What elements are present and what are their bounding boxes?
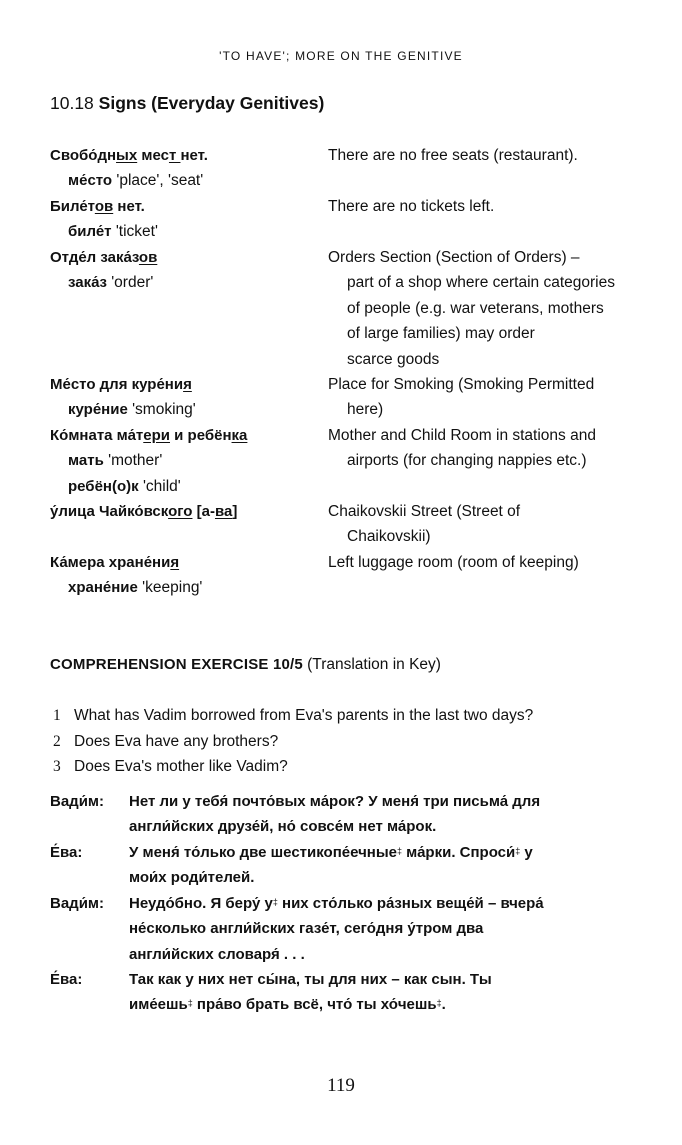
dialogue-line: не́сколько англи́йских газе́т, сего́дня у́тром два	[129, 920, 484, 938]
sign-text: мес	[137, 147, 169, 164]
gloss-line	[68, 171, 203, 191]
dialogue-line: мои́х роди́телей.	[129, 869, 255, 887]
dialogue-line: Так как у них нет сы́на, ты для них – как сын. Ты	[129, 971, 492, 988]
footnote-mark: ‡	[397, 846, 403, 856]
section-heading: Signs (Everyday Genitives)	[98, 93, 325, 113]
sign-text: Ме́сто для куре́ни	[50, 376, 184, 393]
gloss-word: зака́з	[68, 274, 107, 292]
genitive-ending: ка	[231, 427, 248, 444]
dialogue-speaker: Вади́м:	[50, 793, 105, 810]
dialogue-line: Нет ли у тебя́ почто́вых ма́рок? У меня́ три письма́ для	[129, 793, 541, 810]
sign-english: Orders Section (Section of Orders) –	[328, 249, 580, 266]
sign-english: scarce goods	[347, 350, 440, 368]
gloss-meaning: 'place', 'seat'	[112, 172, 204, 190]
dialogue-line: име́ешь‡ пра́во брать всё, что́ ты хо́чешь‡.	[129, 996, 446, 1014]
dialogue-speaker: Е́ва:	[50, 844, 83, 861]
sign-text: и ребён	[170, 427, 232, 444]
exercise-heading: COMPREHENSION EXERCISE 10/5	[50, 656, 303, 673]
gloss-word: ребён(о)к	[68, 477, 139, 495]
genitive-ending: ов	[94, 198, 114, 215]
sign-russian	[50, 426, 247, 446]
question-text: Does Eva have any brothers?	[74, 733, 279, 750]
section-title	[50, 93, 324, 114]
gloss-word: биле́т	[68, 223, 112, 241]
gloss-meaning: 'keeping'	[137, 579, 203, 597]
question-number: 3	[53, 758, 61, 775]
sign-text: Ко́мната ма́т	[50, 427, 144, 444]
gloss-meaning: 'ticket'	[111, 223, 158, 241]
gloss-line	[68, 400, 196, 420]
genitive-ending: ого	[168, 503, 193, 520]
sign-russian	[50, 553, 179, 573]
running-head: 'TO HAVE'; MORE ON THE GENITIVE	[219, 49, 463, 63]
sign-text: нет.	[180, 147, 208, 164]
dialogue-line: англи́йских друзе́й, но́ совсе́м нет ма́рок.	[129, 818, 437, 836]
gloss-line	[68, 578, 202, 598]
dialogue-speaker: Е́ва:	[50, 971, 83, 988]
sign-text: [а-	[192, 503, 215, 520]
sign-russian	[50, 375, 192, 395]
sign-english: of people (e.g. war veterans, mothers	[347, 299, 604, 317]
genitive-ending: т	[168, 147, 181, 164]
sign-text: Биле́т	[50, 198, 95, 215]
exercise-note: (Translation in Key)	[307, 656, 441, 673]
sign-english: of large families) may order	[347, 325, 535, 343]
sign-english: There are no free seats (restaurant).	[328, 147, 578, 164]
sign-english: part of a shop where certain categories	[347, 274, 615, 292]
genitive-ending: ва	[214, 503, 233, 520]
sign-russian	[50, 197, 145, 217]
question-item	[53, 706, 533, 726]
sign-english: airports (for changing nappies etc.)	[347, 452, 587, 470]
exercise-title	[50, 656, 441, 674]
dialogue-line: англи́йских словаря́ . . .	[129, 945, 305, 963]
dialogue-line: Неудо́бно. Я беру́ у‡ них сто́лько ра́зных веще́й – вчера́	[129, 895, 544, 912]
sign-russian	[50, 146, 208, 166]
gloss-meaning: 'smoking'	[127, 401, 196, 419]
footnote-mark: ‡	[187, 998, 193, 1009]
question-item	[53, 757, 288, 777]
sign-text: Ка́мера хране́ни	[50, 554, 171, 571]
question-number: 2	[53, 733, 61, 750]
sign-english: Mother and Child Room in stations and	[328, 427, 596, 444]
genitive-ending: ери	[143, 427, 170, 444]
sign-russian	[50, 502, 237, 522]
dialogue-speaker: Вади́м:	[50, 895, 105, 912]
gloss-meaning: 'order'	[106, 274, 154, 292]
dialogue-line: У меня́ то́лько две шестикопе́ечные‡ ма́рки. Спроси́‡ у	[129, 844, 533, 861]
sign-english: There are no tickets left.	[328, 198, 495, 215]
gloss-meaning: 'mother'	[103, 452, 163, 470]
sign-russian	[50, 248, 157, 268]
footnote-mark: ‡	[515, 846, 521, 856]
gloss-word: хране́ние	[68, 579, 138, 597]
gloss-line	[68, 273, 153, 293]
gloss-line	[68, 451, 162, 471]
footnote-mark: ‡	[272, 897, 278, 907]
genitive-ending: я	[170, 554, 180, 571]
page-number: 119	[327, 1075, 355, 1096]
gloss-word: мать	[68, 452, 104, 470]
sign-text: Отде́л зака́з	[50, 249, 139, 266]
gloss-line	[68, 477, 181, 497]
question-text: What has Vadim borrowed from Eva's parents in the last two days?	[74, 707, 534, 724]
sign-english: Chaikovskii Street (Street of	[328, 503, 521, 520]
footnote-mark: ‡	[436, 998, 442, 1009]
question-text: Does Eva's mother like Vadim?	[74, 758, 288, 775]
sign-english: Place for Smoking (Smoking Permitted	[328, 376, 595, 393]
genitive-ending: я	[183, 376, 192, 393]
sign-text: у́лица Чайко́вск	[50, 503, 169, 520]
genitive-ending: ов	[138, 249, 158, 266]
question-item	[53, 732, 278, 752]
question-number: 1	[53, 707, 61, 724]
gloss-word: куре́ние	[68, 401, 128, 419]
gloss-meaning: 'child'	[138, 477, 181, 495]
gloss-line	[68, 222, 158, 242]
sign-english: Chaikovskii)	[347, 528, 431, 546]
sign-english: here)	[347, 401, 384, 419]
sign-text: нет.	[113, 198, 145, 215]
sign-text: Свобо́дн	[50, 147, 117, 164]
genitive-ending: ых	[116, 147, 138, 164]
section-number: 10.18	[50, 93, 94, 113]
sign-text: ]	[232, 503, 238, 520]
sign-english: Left luggage room (room of keeping)	[328, 554, 579, 571]
gloss-word: ме́сто	[68, 172, 113, 190]
